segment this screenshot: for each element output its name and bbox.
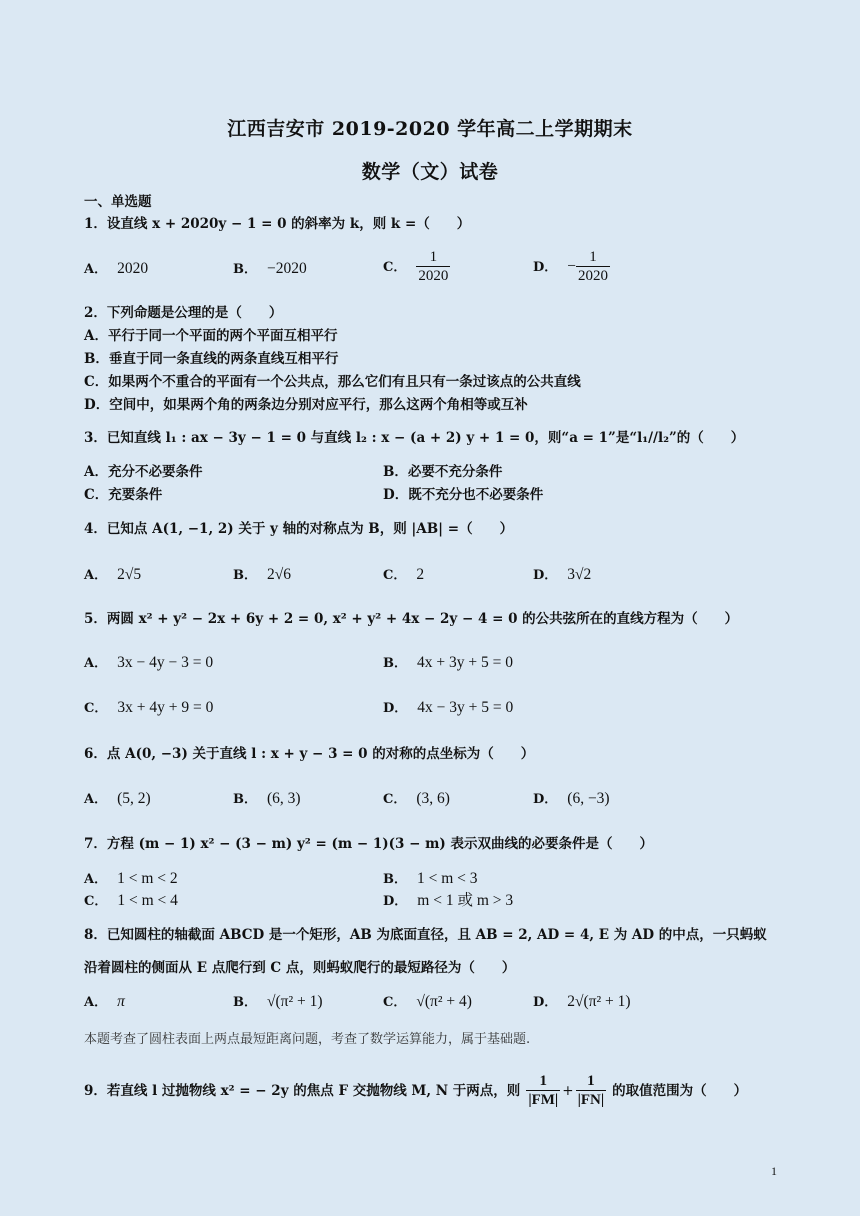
q5-option-b [383, 653, 513, 674]
option-label: A． [84, 792, 108, 807]
option-label: C． [383, 568, 407, 583]
exam-subtitle: 数学（文）试卷 [361, 161, 499, 183]
question-2-stem: 2．下列命题是公理的是（ ） [84, 305, 283, 321]
option-value: 2020 [117, 260, 149, 277]
q9-stem-end: 的取值范围为（ ） [612, 1082, 748, 1099]
option-value: m < 1 或 m > 3 [417, 892, 514, 909]
question-3-stem: 3．已知直线 l₁ : ax − 3y − 1 = 0 与直线 l₂ : x − (a + 2) y + 1 = 0，则“a = 1”是“l₁//l₂”的（ ） [84, 430, 745, 446]
option-label: A． [84, 995, 108, 1010]
option-value: 2 [416, 566, 425, 583]
option-label: A． [84, 262, 108, 277]
q4-option-a [84, 565, 141, 586]
option-label: C． [84, 701, 108, 716]
q1-option-a [84, 259, 148, 280]
question-6-stem: 6．点 A(0, −3) 关于直线 l : x + y − 3 = 0 的对称的点坐标为（ ） [84, 746, 535, 762]
option-label: A． [84, 656, 108, 671]
option-value: π [117, 993, 125, 1010]
question-5-stem: 5．两圆 x² + y² − 2x + 6y + 2 = 0, x² + y² + 4x − 2y − 4 = 0 的公共弦所在的直线方程为（ ） [84, 611, 739, 627]
fraction-denominator: |FM| [528, 1092, 559, 1108]
q2-option-a: A．平行于同一个平面的两个平面互相平行 [84, 328, 338, 344]
option-value: 1 < m < 4 [117, 892, 178, 909]
option-label: C． [383, 792, 407, 807]
option-value: 2√5 [117, 566, 142, 583]
option-value: √(π² + 1) [267, 993, 323, 1010]
option-value: √(π² + 4) [416, 993, 472, 1010]
q4-option-b [233, 565, 291, 586]
minus-sign: − [567, 257, 577, 275]
q8-option-b [233, 992, 323, 1013]
option-value: −2020 [267, 260, 307, 277]
option-label: D． [383, 894, 408, 909]
option-value: 2√6 [267, 566, 292, 583]
option-value: (6, 3) [267, 790, 301, 807]
option-label: B． [233, 995, 257, 1010]
option-label: A． [84, 568, 108, 583]
option-label: B． [383, 656, 407, 671]
q9-stem-start: 9．若直线 l 过抛物线 x² = − 2y 的焦点 F 交抛物线 M, N 于两点，则 [84, 1082, 521, 1099]
q5-option-d [383, 698, 513, 719]
fraction-1-over-fm [526, 1072, 560, 1109]
q8-option-d [533, 992, 631, 1013]
q3-option-a: A．充分不必要条件 [84, 464, 203, 480]
fraction-numerator: 1 [587, 1073, 595, 1089]
option-value: 2√(π² + 1) [567, 993, 631, 1010]
q3-option-c: C．充要条件 [84, 487, 163, 503]
question-8-stem-line-1: 8．已知圆柱的轴截面 ABCD 是一个矩形，AB 为底面直径，且 AB = 2, AD = 4, E 为 AD 的中点，一只蚂蚁 [84, 927, 767, 943]
option-value: 3x − 4y − 3 = 0 [117, 654, 214, 671]
option-label: B． [233, 792, 257, 807]
q1-option-d [533, 248, 610, 285]
option-label: C． [84, 894, 108, 909]
question-4-stem: 4．已知点 A(1, −1, 2) 关于 y 轴的对称点为 B，则 |AB| =（ ） [84, 521, 514, 537]
option-value: (5, 2) [117, 790, 151, 807]
fraction [416, 248, 450, 285]
option-value: 3√2 [567, 566, 592, 583]
option-label: B． [383, 872, 407, 887]
q7-option-c [84, 891, 178, 912]
fraction-denominator: 2020 [578, 268, 609, 284]
q8-option-c [383, 992, 472, 1013]
option-value: (3, 6) [416, 790, 450, 807]
q6-option-d [533, 789, 610, 810]
option-label: A． [84, 872, 108, 887]
q3-option-d: D．既不充分也不必要条件 [383, 487, 544, 503]
option-label: D． [533, 259, 558, 275]
question-8-stem-line-2: 沿着圆柱的侧面从 E 点爬行到 C 点，则蚂蚁爬行的最短路径为（ ） [84, 960, 516, 976]
fraction-denominator: 2020 [418, 268, 449, 284]
option-label: D． [533, 995, 558, 1010]
q4-option-c [383, 565, 424, 586]
option-label: D． [533, 792, 558, 807]
option-value: 3x + 4y + 9 = 0 [117, 699, 214, 716]
q8-option-a [84, 992, 125, 1013]
option-label: D． [383, 701, 408, 716]
question-9-stem [84, 1072, 747, 1109]
q2-option-d: D．空间中，如果两个角的两条边分别对应平行，那么这两个角相等或互补 [84, 397, 528, 413]
q6-option-b [233, 789, 301, 810]
option-value: 4x − 3y + 5 = 0 [417, 699, 514, 716]
q6-option-a [84, 789, 151, 810]
option-label: B． [233, 568, 257, 583]
q5-option-c [84, 698, 213, 719]
option-label: B． [233, 262, 257, 277]
option-label: C． [383, 995, 407, 1010]
section-heading: 一、单选题 [84, 194, 152, 210]
option-label: D． [533, 568, 558, 583]
fraction-1-over-fn [576, 1072, 607, 1109]
q1-option-b [233, 259, 307, 280]
option-label: C． [383, 259, 407, 275]
question-7-stem: 7．方程 (m − 1) x² − (3 − m) y² = (m − 1)(3 − m) 表示双曲线的必要条件是（ ） [84, 836, 653, 852]
fraction-numerator: 1 [589, 249, 597, 265]
q4-option-d [533, 565, 591, 586]
plus-sign: + [562, 1082, 574, 1099]
fraction [576, 248, 610, 285]
option-value: 1 < m < 2 [117, 870, 178, 887]
q7-option-d [383, 891, 513, 912]
q2-option-c: C．如果两个不重合的平面有一个公共点，那么它们有且只有一条过该点的公共直线 [84, 374, 581, 390]
q7-option-a [84, 869, 178, 890]
q2-option-b: B．垂直于同一条直线的两条直线互相平行 [84, 351, 339, 367]
q3-option-b: B．必要不充分条件 [383, 464, 503, 480]
option-value: 4x + 3y + 5 = 0 [417, 654, 513, 671]
fraction-numerator: 1 [429, 249, 438, 265]
fraction-numerator: 1 [539, 1073, 548, 1089]
option-value: 1 < m < 3 [417, 870, 478, 887]
q1-option-c [383, 248, 450, 285]
option-value: (6, −3) [567, 790, 610, 807]
exam-title: 江西吉安市 2019-2020 学年高二上学期期末 [227, 118, 633, 140]
q8-explanation-note: 本题考查了圆柱表面上两点最短距离问题，考查了数学运算能力，属于基础题. [84, 1032, 531, 1047]
page-number: 1 [771, 1164, 777, 1178]
q6-option-c [383, 789, 450, 810]
question-1-stem: 1．设直线 x + 2020y − 1 = 0 的斜率为 k，则 k =（ ） [84, 216, 471, 232]
fraction-denominator: |FN| [577, 1092, 605, 1108]
q5-option-a [84, 653, 213, 674]
q7-option-b [383, 869, 478, 890]
